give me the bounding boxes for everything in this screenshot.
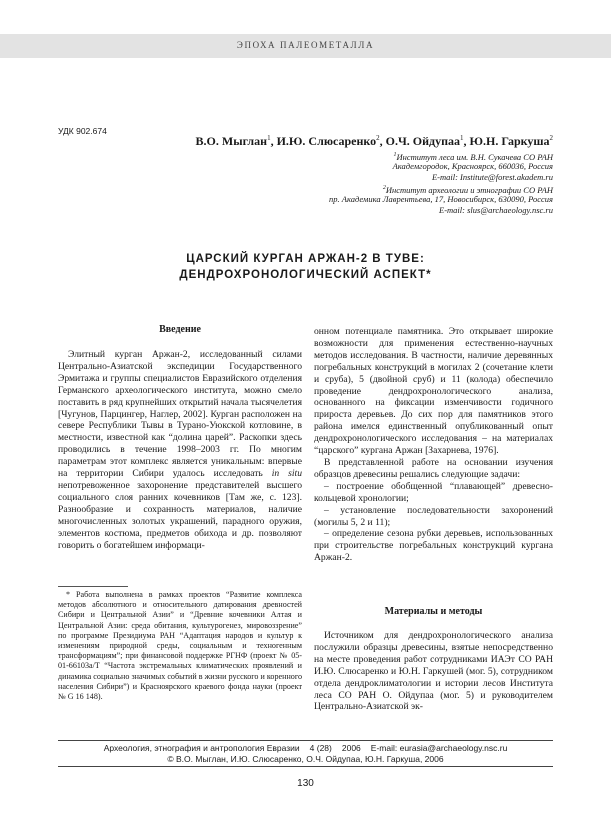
- copyright-line: © В.О. Мыглан, И.Ю. Слюсаренко, О.Ч. Ойдупаа, Ю.Н. Гаркуша, 2006: [167, 754, 444, 764]
- journal-year: 2006: [341, 743, 361, 753]
- paragraph: В представленной работе на основании изучения образцов древесины решались следующие задачи:: [314, 456, 553, 480]
- latin-term: in situ: [271, 468, 302, 480]
- right-column-body: [314, 326, 553, 564]
- paragraph-text: Элитный курган Аржан-2, исследованный силами Центрально-Азиатской экспедиции Государственного Эрмитажа и группы специалистов Евразийского отделения Германского археологического института, можно смело поставить в ряд крупнейших открытий начала тысячелетия [Чугунов, Парцингер, Наглер, 2002]. Курган расположен на севере Республики Тывы в Турано-Уюкской котловине, в местности, известной как “долина царей”. Раскопки здесь проводились в течение 1998–2003 гг. По многим параметрам этот комплекс является уникальным: впервые на территории Сибири удалось исследовать: [58, 349, 302, 480]
- section-title: ЭПОХА ПАЛЕОМЕТАЛЛА: [236, 40, 375, 50]
- paragraph-text: непотревоженное захоронение представителей высшего социального слоя ранних кочевников [Там же, с. 123]. Разнообразие и сохранность материалов, наличие многочисленных золотых украшений, парадного оружия, элементов костюма, предметов обихода и др. позволяют говорить о богатейшем информаци-: [58, 479, 302, 551]
- udk-code: УДК 902.674: [58, 126, 107, 136]
- author-name: В.О. Мыглан: [195, 134, 268, 148]
- running-header: [0, 34, 611, 58]
- affiliation-institute: Институт леса им. В.Н. Сукачева СО РАН: [396, 151, 553, 162]
- author-affiliation-mark: 2: [549, 134, 553, 142]
- task-list-item: – установление последовательности захоронений (могилы 5, 2 и 11);: [314, 504, 553, 528]
- affiliation-email: E-mail: Institute@forest.akadem.ru: [431, 172, 553, 182]
- footer-divider: [58, 740, 553, 741]
- journal-name: Археология, этнография и антропология Евразии: [103, 743, 300, 753]
- affiliation-email: E-mail: slus@archaeology.nsc.ru: [439, 205, 553, 215]
- journal-email: E-mail: eurasia@archaeology.nsc.ru: [370, 743, 508, 753]
- author-name: О.Ч. Ойдупаа: [385, 134, 461, 148]
- affiliation-mark: 1: [393, 152, 397, 158]
- author-list: В.О. Мыглан$^1$, И.Ю. Слюсаренко$^2$, О.Ч. Ойдупаа$^1$, Ю.Н. Гаркуша$^2$: [195, 134, 553, 148]
- journal-issue: 4 (28): [309, 743, 332, 753]
- page-number: 130: [297, 778, 314, 789]
- author-affiliation-mark: 2: [376, 134, 380, 142]
- article-title-line-1: ЦАРСКИЙ КУРГАН АРЖАН-2 В ТУВЕ:: [186, 253, 425, 265]
- paragraph: Источником для дендрохронологического анализа послужили образцы древесины, взятые непосредственно на месте проведения работ сотрудниками ИАЭт СО РАН И.Ю. Слюсаренко и Ю.Н. Гаркушей (мог. 5), сотрудником отдела дендроклиматологии и истории лесов Института леса СО РАН О. Ойдупаа (мог. 5) и руководителем Центрально-Азиатской эк-: [314, 630, 553, 713]
- author-name: Ю.Н. Гаркуша: [469, 134, 550, 148]
- author-affiliation-mark: 1: [460, 134, 464, 142]
- section-heading-materials: Материалы и методы: [384, 606, 483, 617]
- footnote-divider: [58, 586, 128, 587]
- author-name: И.Ю. Слюсаренко: [276, 134, 377, 148]
- article-title-line-2: ДЕНДРОХРОНОЛОГИЧЕСКИЙ АСПЕКТ*: [179, 269, 432, 281]
- affiliation-institute: Институт археологии и этнографии СО РАН: [385, 184, 553, 195]
- journal-citation: [58, 743, 553, 753]
- right-column-body-2: [314, 630, 553, 713]
- affiliation-address: пр. Академика Лаврентьева, 17, Новосибирск, 630090, Россия: [329, 194, 553, 204]
- affiliation-mark: 2: [382, 185, 386, 191]
- paragraph: онном потенциале памятника. Это открывает широкие возможности для применения естественно-научных методов исследования. В частности, наличие деревянных погребальных конструкций в могилах 2 (сочетание клети и сруба), 5 (двойной сруб) и 11 (колода) обеспечило проведение дендрохронологического анализа, основанного на фиксации изменчивости годичного прироста деревьев. До сих пор для памятников этого района имелся единственный опубликованный опыт дендрохронологического исследования – на материалах “царского” кургана Аржан [Захарнева, 1976].: [314, 326, 553, 457]
- footer-divider: [58, 766, 553, 767]
- author-affiliation-mark: 1: [267, 134, 271, 142]
- task-list-item: – определение сезона рубки деревьев, использованных при строительстве погребальных конструкций кургана Аржан-2.: [314, 528, 553, 564]
- task-list-item: – построение обобщенной “плавающей” древесно-кольцевой хронологии;: [314, 480, 553, 504]
- affiliation-address: Академгородок, Красноярск, 660036, Россия: [392, 161, 553, 171]
- footnote-text: * Работа выполнена в рамках проектов “Развитие комплекса методов абсолютного и относительного датирования древностей Сибири и Центральной Азии” и “Древние кочевники Алтая и Центральной Азии: среда обитания, культурогенез, мировоззрение” по программе Президиума РАН “Адаптация народов и культур к изменениям природной среды, социальным и техногенным трансформациям”; при финансовой поддержке РГНФ (проект № 05-01-66103а/Т “Частота экстремальных климатических проявлений и динамика социально значимых событий в жизни русского и коренного населения Сибири”) и Красноярского краевого фонда науки (проект № G 16 148).: [58, 590, 302, 702]
- paragraph: [58, 349, 302, 551]
- section-heading-introduction: Введение: [159, 324, 201, 335]
- footnote: [58, 590, 302, 702]
- left-column-body: [58, 349, 302, 551]
